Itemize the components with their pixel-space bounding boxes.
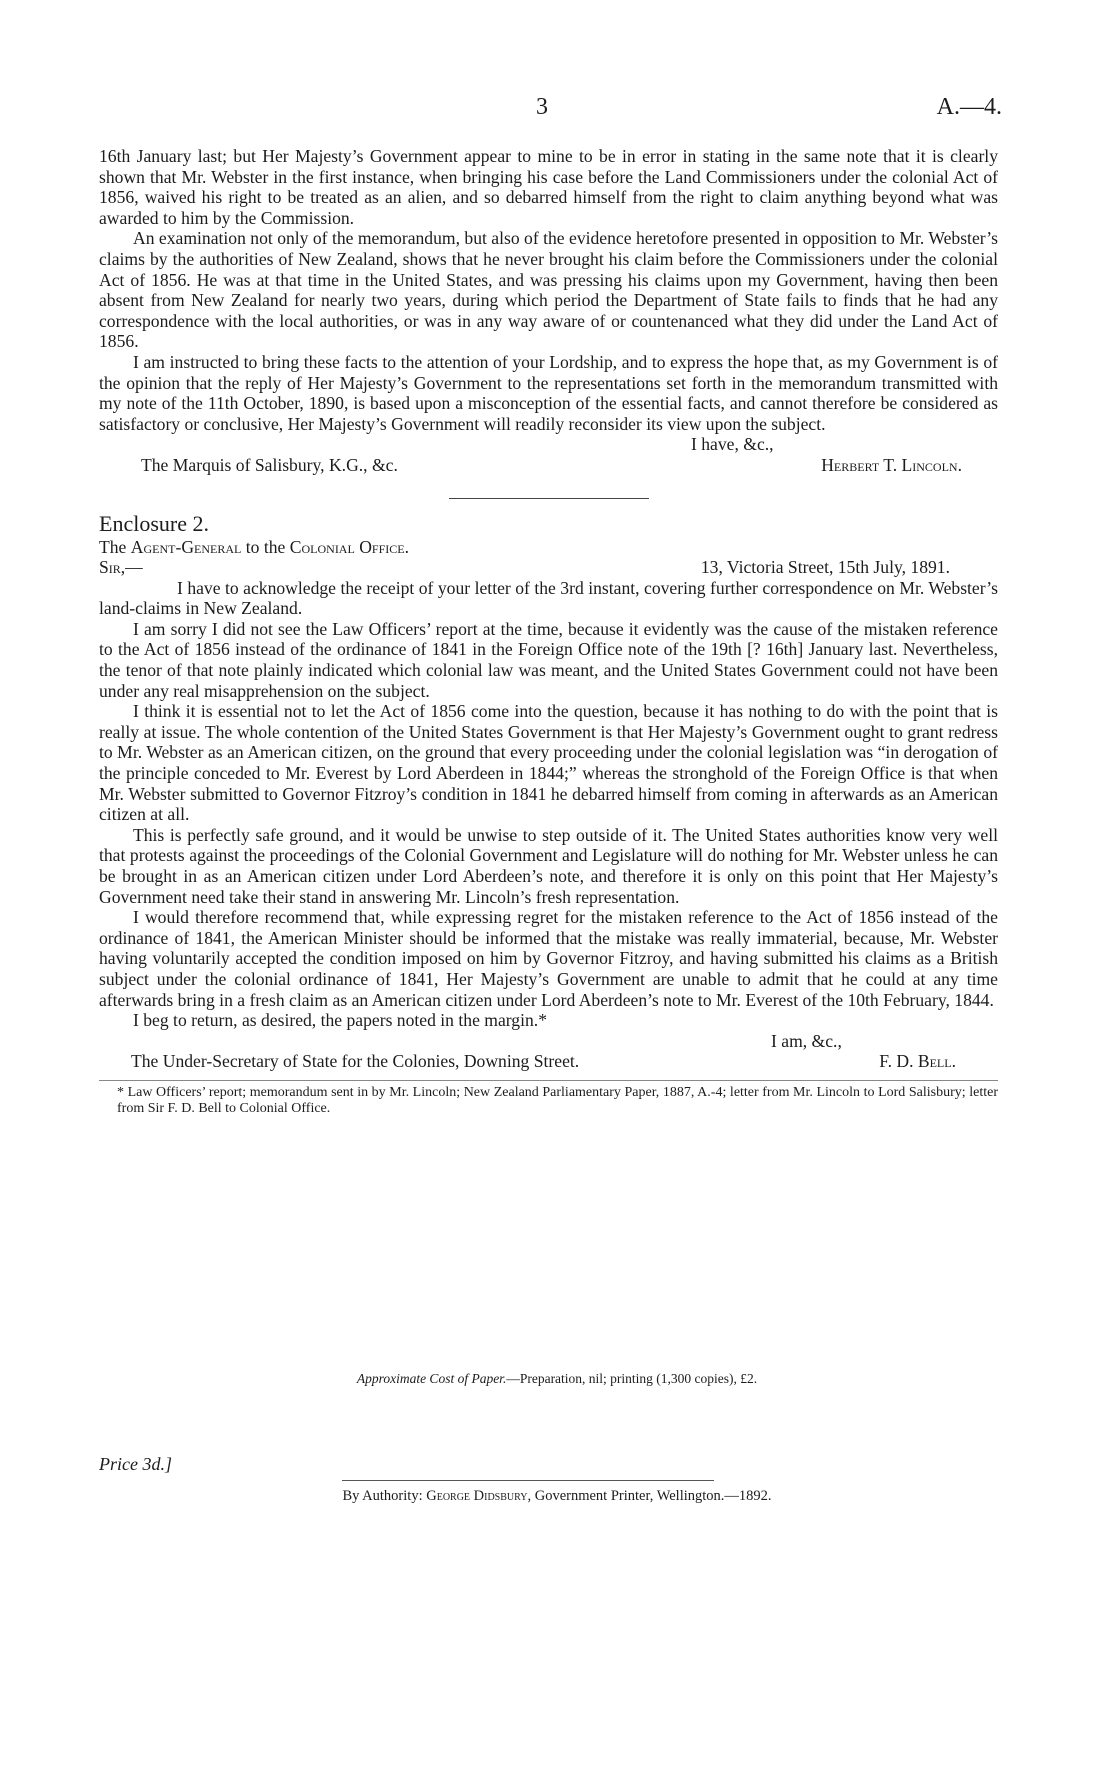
authority-line — [0, 1488, 1114, 1505]
letter1-paragraph-2: An examination not only of the memorandum, but also of the evidence heretofore presented in opposition to Mr. Webster’s claims by the authorities of New Zealand, shows that he never brought his claim before the Commissioners under the colonial Act of 1856. He was at that time in the United States, and was pressing his claims upon my Government, having then been absent from New Zealand for nearly two years, during which period the Department of State fails to finds that he had any correspondence with the local authorities, or was in any way aware of or countenanced what they did under the Land Act of 1856. — [99, 228, 998, 352]
letter1-closing: I have, &c., — [691, 434, 774, 455]
enclosure-signatory: F. D. Bell. — [879, 1051, 956, 1072]
cost-label: Approximate Cost of Paper. — [356, 1371, 507, 1386]
enclosure-paragraph-3: I think it is essential not to let the Act of 1856 come into the question, because it has nothing to do with the point that is really at issue. The whole contention of the United States Government is that Her Majesty’s Government ought to grant redress to Mr. Webster as an American citizen, on the ground that every proceeding under the colonial legislation was “in derogation of the principle conceded to Mr. Everest by Lord Aberdeen in 1844;” whereas the stronghold of the Foreign Office is that when Mr. Webster submitted to Governor Fitzroy’s condition in 1841 he debarred himself from coming in afterwards as an American citizen at all. — [99, 701, 998, 825]
enclosure-addressee: The Under-Secretary of State for the Colonies, Downing Street. — [131, 1051, 580, 1072]
enclosure-paragraph-6: I beg to return, as desired, the papers noted in the margin.* — [133, 1010, 547, 1031]
cost-text: —Preparation, nil; printing (1,300 copies), £2. — [506, 1371, 758, 1386]
enclosure-paragraph-2: I am sorry I did not see the Law Officers’ report at the time, because it evidently was the cause of the mistaken reference to the Act of 1856 instead of the ordinance of 1841 in the Foreign Office note of the 19th [? 16th] January last. Nevertheless, the tenor of that note plainly indicated which colonial law was meant, and the United States Government could not have been under any real misapprehension on the subject. — [99, 618, 998, 701]
enclosure-paragraph-1: I have to acknowledge the receipt of your letter of the 3rd instant, covering further correspondence on Mr. Webster’s land-claims in New Zealand. — [99, 577, 998, 619]
authority-lead: By Authority: — [342, 1488, 423, 1504]
page-header — [0, 94, 1114, 124]
enclosure-subtitle-lead: The — [99, 536, 127, 557]
salutation-line — [99, 557, 998, 578]
authority-rule — [342, 1480, 714, 1481]
document-reference: A.—4. — [936, 94, 1002, 120]
enclosure-title: Enclosure 2. — [99, 510, 209, 536]
letter1-signatory: Herbert T. Lincoln. — [821, 454, 962, 475]
footnote-rule — [99, 1080, 998, 1081]
enclosure-subtitle-to: Colonial Office. — [289, 536, 409, 557]
letter1-paragraph-3: I am instructed to bring these facts to the attention of your Lordship, and to express the hope that, as my Government is of the opinion that the reply of Her Majesty’s Government to the representations set forth in the memorandum transmitted with my note of the 11th October, 1890, is based upon a misconception of the essential facts, and cannot therefore be considered as satisfactory or conclusive, Her Majesty’s Government will readily reconsider its view upon the subject. — [99, 351, 998, 434]
enclosure-subtitle — [99, 537, 998, 558]
printer-name: George Didsbury — [426, 1488, 528, 1504]
letter1-addressee: The Marquis of Salisbury, K.G., &c. — [141, 454, 398, 475]
salutation: Sir,— — [99, 557, 143, 578]
enclosure-subtitle-mid: to the — [245, 536, 286, 557]
cost-note — [0, 1371, 1114, 1387]
enclosure-paragraph-5: I would therefore recommend that, while expressing regret for the mistaken reference to the Act of 1856 instead of the ordinance of 1841, the American Minister should be informed that the mistake was really immaterial, because, Mr. Webster having voluntarily accepted the condition imposed on him by Governor Fitzroy, and having submitted his claims as a British subject under the colonial ordinance of 1841, Her Majesty’s Government are unable to admit that he could at any time afterwards bring in a fresh claim as an American citizen under Lord Aberdeen’s note to Mr. Everest of the 10th February, 1844. — [99, 907, 998, 1010]
address-date: 13, Victoria Street, 15th July, 1891. — [700, 557, 950, 578]
price: Price 3d.] — [99, 1454, 172, 1474]
authority-tail: , Government Printer, Wellington.—1892. — [527, 1488, 772, 1504]
page-number: 3 — [536, 94, 548, 120]
document-body — [99, 146, 998, 1117]
enclosure-paragraph-4: This is perfectly safe ground, and it would be unwise to step outside of it. The United States authorities know very well that protests against the proceedings of the Colonial Government and Legislature will do nothing for Mr. Webster unless he can be brought in as an American citizen under Lord Aberdeen’s note, and therefore it is only on this point that Her Majesty’s Government need take their stand in answering Mr. Lincoln’s fresh representation. — [99, 824, 998, 907]
enclosure-closing: I am, &c., — [771, 1030, 842, 1051]
letter1-paragraph-1: 16th January last; but Her Majesty’s Government appear to mine to be in error in stating in the same note that it is clearly shown that Mr. Webster in the first instance, when bringing his case before the Land Commissioners under the colonial Act of 1856, waived his right to be treated as an alien, and so debarred himself from the right to claim anything beyond what was awarded to him by the Commission. — [99, 146, 998, 228]
enclosure-subtitle-from: Agent-General — [130, 536, 242, 557]
letter1-signature-line — [99, 455, 998, 476]
footnote: * Law Officers’ report; memorandum sent in by Mr. Lincoln; New Zealand Parliamentary Paper, 1887, A.-4; letter from Mr. Lincoln to Lord Salisbury; letter from Sir F. D. Bell to Colonial Office. — [117, 1084, 998, 1116]
enclosure-signature-line — [99, 1051, 998, 1072]
section-divider — [449, 498, 649, 499]
